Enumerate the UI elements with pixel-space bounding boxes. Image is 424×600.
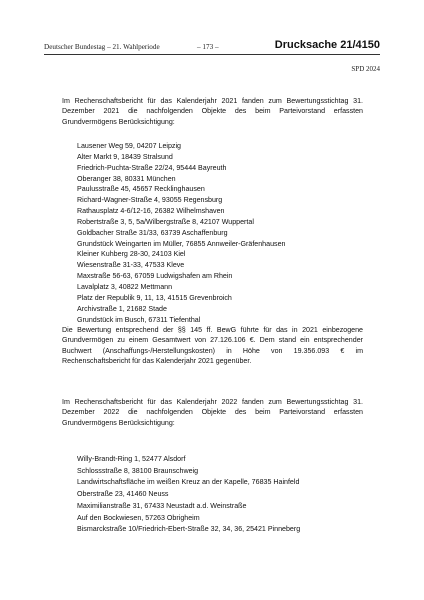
list-item: Grundstück Weingarten im Müller, 76855 Annweiler-Gräfenhausen (77, 239, 286, 248)
list-item: Goldbacher Straße 31/33, 63739 Aschaffenburg (77, 228, 228, 237)
list-item: Willy-Brandt-Ring 1, 52477 Alsdorf (77, 455, 186, 463)
list-item: Oberanger 38, 80331 München (77, 174, 176, 183)
paragraph-2021-intro: Im Rechenschaftsbericht für das Kalenderjahr 2021 fanden zum Bewertungsstichtag 31. Dezember 2021 die nachfolgenden Objekte des beim Parteivorstand erfassten Grundvermögens Berücksichtigung: (62, 97, 363, 126)
list-item: Alter Markt 9, 18439 Stralsund (77, 152, 173, 161)
list-item: Schlossstraße 8, 38100 Braunschweig (77, 466, 199, 475)
page-number: – 173 – (197, 43, 219, 51)
list-item: Landwirtschaftsfläche im weißen Kreuz an der Kapelle, 76835 Hainfeld (77, 478, 300, 487)
list-item: Maxstraße 56-63, 67059 Ludwigshafen am Rhein (77, 272, 233, 281)
list-item: Lausener Weg 59, 04207 Leipzig (77, 142, 181, 150)
section-label: SPD 2024 (351, 65, 380, 73)
list-item: Maximilianstraße 31, 67433 Neustadt a.d. Weinstraße (77, 501, 247, 510)
document-number-label: Drucksache 21/ (274, 39, 356, 51)
list-item: Paulusstraße 45, 45657 Recklinghausen (77, 185, 205, 194)
list-item: Bismarckstraße 10/Friedrich-Ebert-Straße 32, 34, 36, 25421 Pinneberg (77, 525, 301, 534)
list-item: Lavalplatz 3, 40822 Mettmann (77, 282, 173, 291)
document-number (275, 39, 380, 51)
header-rule (44, 54, 380, 55)
list-item: Friedrich-Puchta-Straße 22/24, 95444 Bayreuth (77, 163, 227, 172)
list-item: Grundstück im Busch, 67311 Tiefenthal (77, 315, 201, 324)
running-header-title: Deutscher Bundestag – 21. Wahlperiode (44, 43, 160, 51)
document-number-value: 4150 (355, 39, 380, 51)
list-item: Platz der Republik 9, 11, 13, 41515 Grevenbroich (77, 293, 232, 302)
list-item: Wiesenstraße 31-33, 47533 Kleve (77, 261, 185, 270)
property-list-2021 (77, 141, 285, 325)
paragraph-2022-intro: Im Rechenschaftsbericht für das Kalenderjahr 2022 fanden zum Bewertungsstichtag 31. Dezember 2022 die nachfolgenden Objekte des beim Parteivorstand erfassten Grundvermögens Berücksichtigung: (62, 398, 363, 427)
list-item: Richard-Wagner-Straße 4, 93055 Regensburg (77, 196, 223, 205)
list-item: Kleiner Kuhberg 28-30, 24103 Kiel (77, 250, 186, 259)
paragraph-2021-valuation: Die Bewertung entsprechend der §§ 145 ff. BewG führte für das in 2021 einbezogene Grundvermögen zu einem Gesamtwert von 27.126.106 €. Dem stand ein entsprechender Buchwert (Anschaffungs-/Herstellungskosten) in Höhe von 19.356.093 € im Rechenschaftsbericht für das Kalenderjahr 2021 gegenüber. (62, 326, 363, 365)
property-list-2022 (77, 454, 300, 536)
list-item: Auf den Bockwiesen, 57263 Obrigheim (77, 513, 200, 522)
list-item: Archivstraße 1, 21682 Stade (77, 304, 167, 313)
list-item: Rathausplatz 4-6/12-16, 26382 Wilhelmshaven (77, 207, 225, 216)
list-item: Oberstraße 23, 41460 Neuss (77, 490, 169, 499)
list-item: Robertstraße 3, 5, 5a/Wilbergstraße 8, 42107 Wuppertal (77, 217, 254, 226)
